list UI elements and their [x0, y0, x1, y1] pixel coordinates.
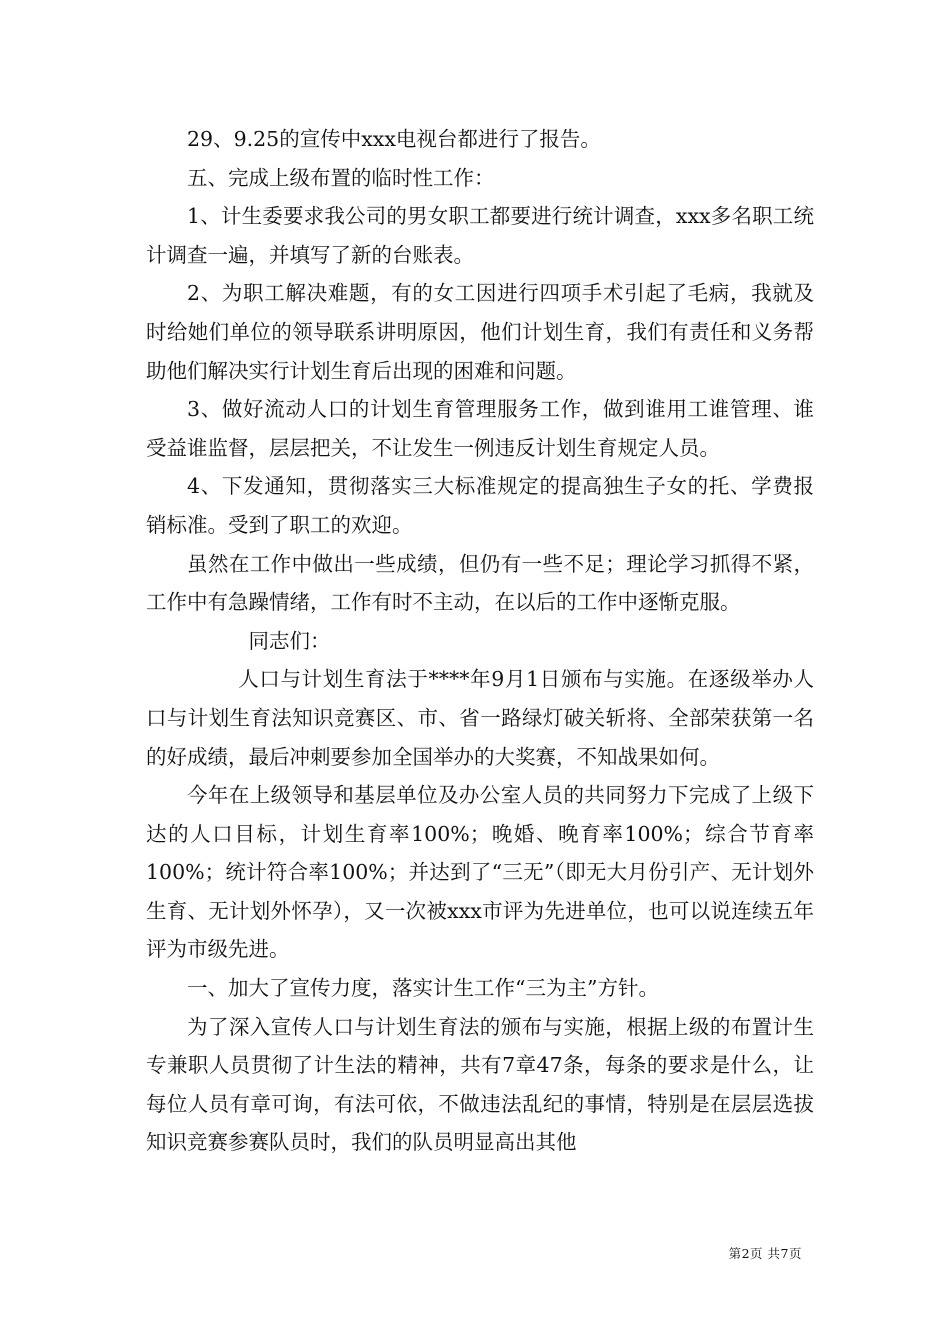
document-body	[146, 120, 814, 1162]
paragraph: 2、为职工解决难题，有的女工因进行四项手术引起了毛病，我就及时给她们单位的领导联系讲明原因，他们计划生育，我们有责任和义务帮助他们解决实行计划生育后出现的困难和问题。	[146, 281, 814, 383]
paragraph: 为了深入宣传人口与计划生育法的颁布与实施，根据上级的布置计生专兼职人员贯彻了计生法的精神，共有7章47条，每条的要求是什么，让每位人员有章可询，有法可依，不做违法乱纪的事情，特别是在层层选拔知识竞赛参赛队员时，我们的队员明显高出其他	[146, 1014, 814, 1155]
paragraph: 4、下发通知，贯彻落实三大标准规定的提高独生子女的托、学费报销标准。受到了职工的欢迎。	[146, 474, 814, 537]
paragraph: 今年在上级领导和基层单位及办公室人员的共同努力下完成了上级下达的人口目标，计划生育率100%；晚婚、晚育率100%；综合节育率100%；统计符合率100%；并达到了“三无”（即无大月份引产、无计划外生育、无计划外怀孕），又一次被xxx市评为先进单位，也可以说连续五年评为市级先进。	[146, 783, 814, 962]
salutation: 同志们：	[248, 628, 331, 653]
paragraph: 3、做好流动人口的计划生育管理服务工作，做到谁用工谁管理、谁受益谁监督，层层把关，不让发生一例违反计划生育规定人员。	[146, 397, 814, 460]
paragraph: 人口与计划生育法于****年9月1日颁布与实施。在逐级举办人口与计划生育法知识竞赛区、市、省一路绿灯破关斩将、全部荣获第一名的好成绩，最后冲刺要参加全国举办的大奖赛，不知战果如何。	[146, 667, 814, 769]
section-heading: 一、加大了宣传力度，落实计生工作“三为主”方针。	[187, 976, 659, 1001]
page-footer: 第2页 共7页	[728, 1246, 802, 1261]
paragraph: 虽然在工作中做出一些成绩，但仍有一些不足；理论学习抓得不紧，工作中有急躁情绪，工作有时不主动，在以后的工作中逐惭克服。	[146, 551, 814, 615]
section-heading: 五、完成上级布置的临时性工作：	[187, 165, 495, 190]
paragraph: 29、9.25的宣传中xxx电视台都进行了报告。	[187, 127, 601, 151]
paragraph: 1、计生委要求我公司的男女职工都要进行统计调查，xxx多名职工统计调查一遍，并填写了新的台账表。	[146, 204, 814, 267]
